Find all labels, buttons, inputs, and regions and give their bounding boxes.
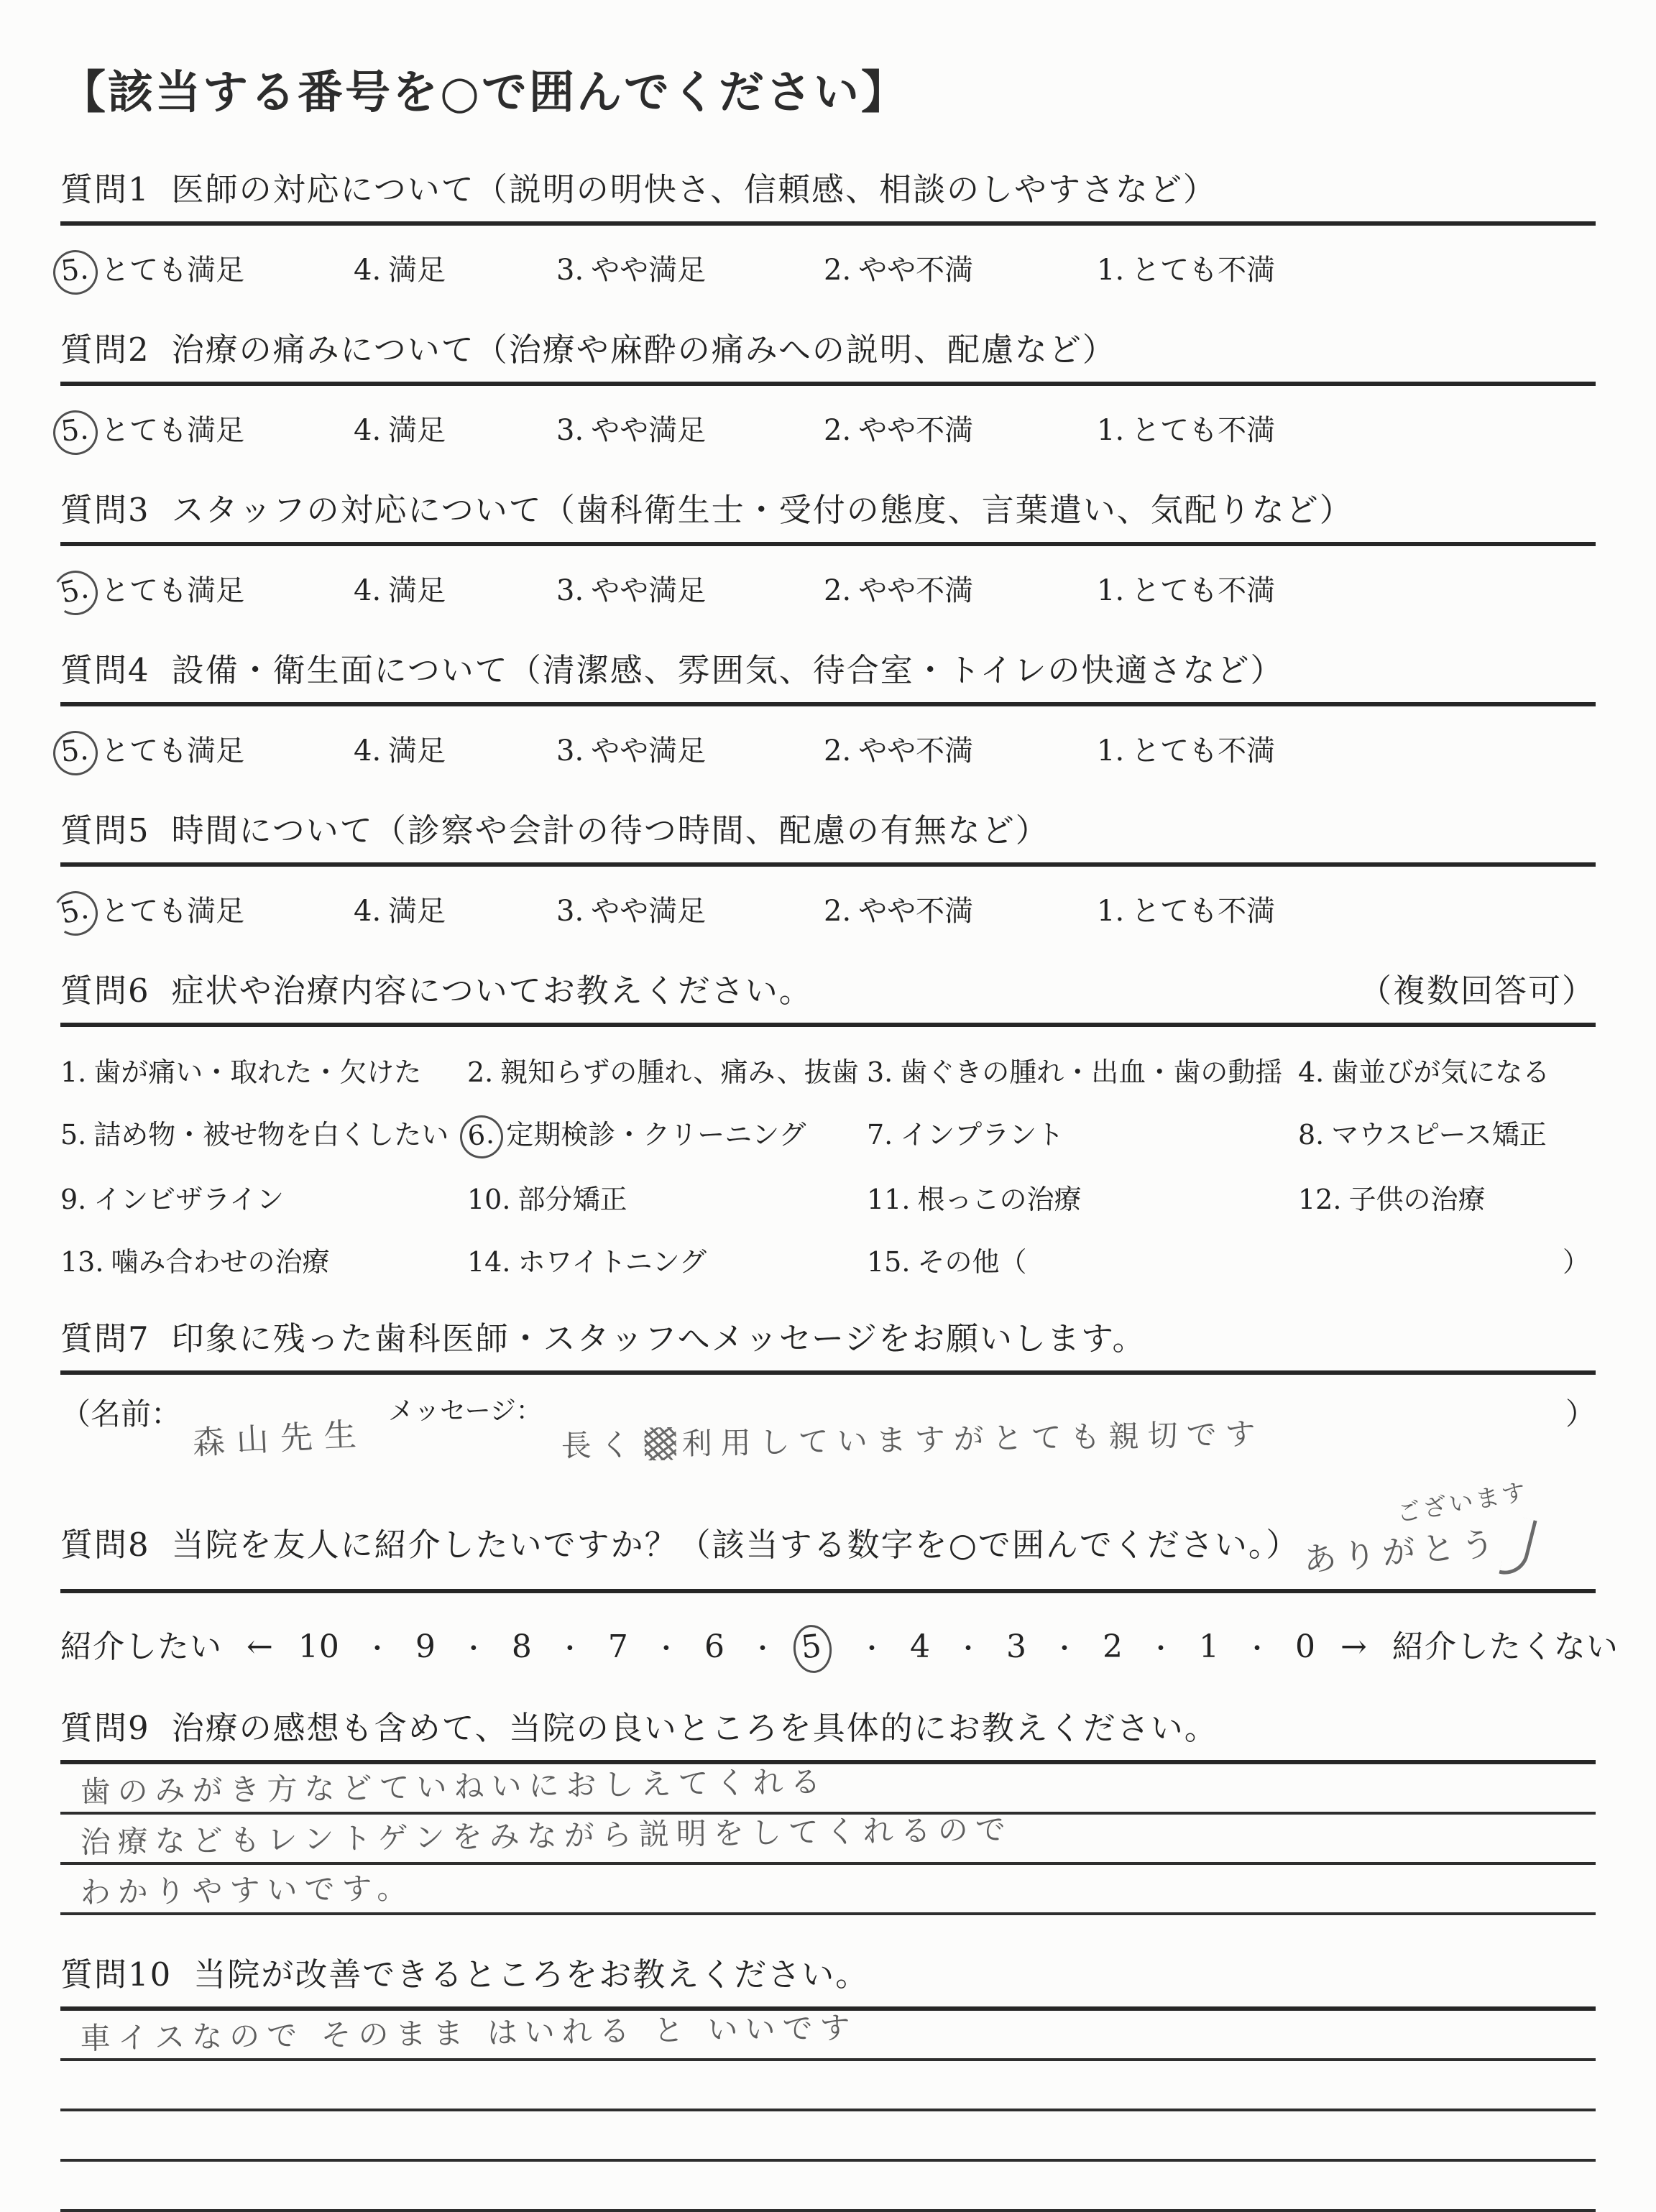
pen-circle-icon bbox=[51, 248, 100, 297]
symptom-option-3: 3. 歯ぐきの腫れ・出血・歯の動揺 bbox=[867, 1056, 1283, 1088]
scale-8: 8 bbox=[511, 1628, 533, 1665]
name-field-label: （名前： bbox=[60, 1396, 182, 1432]
question-7-answer-row bbox=[60, 1391, 1596, 1484]
pen-circle-icon: 5. bbox=[51, 729, 100, 778]
symptom-option-12: 12. 子供の治療 bbox=[1298, 1184, 1486, 1215]
question-10 bbox=[60, 1948, 1596, 2212]
option-label: とても満足 bbox=[101, 254, 245, 287]
option-very-satisfied: 5. とても満足 bbox=[60, 728, 354, 771]
option-satisfied: 4. 満足 bbox=[354, 254, 446, 287]
question-5-label: 質問5 bbox=[60, 811, 150, 849]
scale-5: 5 bbox=[799, 1627, 824, 1667]
symptom-option-7: 7. インプラント bbox=[867, 1119, 1064, 1151]
question-1-options bbox=[60, 247, 1596, 290]
option-very-dissatisfied: 1. とても不満 bbox=[1097, 734, 1276, 768]
question-7 bbox=[60, 1312, 1596, 1484]
question-4 bbox=[60, 644, 1596, 771]
question-1-label: 質問1 bbox=[60, 170, 150, 208]
option-somewhat-dissatisfied: 2. やや不満 bbox=[824, 895, 974, 928]
question-1-title: 医師の対応について（説明の明快さ、信頼感、相談のしやすさなど） bbox=[171, 170, 1217, 208]
question-2-label: 質問2 bbox=[60, 331, 150, 369]
scale-7: 7 bbox=[607, 1628, 629, 1665]
question-9-label: 質問9 bbox=[60, 1709, 150, 1747]
question-6-title: 症状や治療内容についてお教えください。 bbox=[171, 972, 813, 1010]
handwritten-answer: わかりやすいです。 bbox=[80, 1870, 415, 1911]
question-2-title: 治療の痛みについて（治療や麻酔の痛みへの説明、配慮など） bbox=[171, 331, 1116, 369]
answer-line-empty bbox=[60, 2111, 1596, 2162]
question-6 bbox=[60, 964, 1596, 1279]
answer-line-empty bbox=[60, 2162, 1596, 2212]
handwritten-answer: 治療などもレントゲンをみながら説明をしてくれるので bbox=[80, 1811, 1013, 1861]
scale-2: 2 bbox=[1103, 1628, 1123, 1665]
question-7-header bbox=[60, 1312, 1596, 1359]
handwritten-thanks: ありがとう ございます bbox=[1302, 1517, 1530, 1577]
answer-line-empty bbox=[60, 2061, 1596, 2111]
pen-circle-icon: 5. bbox=[48, 886, 102, 940]
divider bbox=[60, 702, 1596, 706]
handwritten-name: 森山先生 bbox=[191, 1414, 369, 1462]
option-somewhat-dissatisfied: 2. やや不満 bbox=[824, 414, 974, 447]
option-satisfied: 4. 満足 bbox=[354, 414, 446, 447]
multiple-answers-note: （複数回答可） bbox=[1358, 972, 1596, 1010]
option-very-satisfied: 5. とても満足 bbox=[60, 407, 354, 451]
question-3-header bbox=[60, 484, 1596, 530]
option-somewhat-satisfied: 3. やや満足 bbox=[556, 734, 707, 768]
question-1-header bbox=[60, 163, 1596, 210]
question-10-title: 当院が改善できるところをお教えください。 bbox=[193, 1955, 870, 1994]
symptom-option-6: 6. 定期検診・クリーニング bbox=[467, 1112, 867, 1154]
option-number: 5. bbox=[59, 252, 91, 288]
symptom-option-14: 14. ホワイトニング bbox=[467, 1246, 707, 1278]
close-paren: ） bbox=[1565, 1396, 1596, 1432]
question-6-label: 質問6 bbox=[60, 972, 150, 1010]
question-6-options bbox=[60, 1050, 1596, 1279]
question-6-header bbox=[60, 964, 1596, 1011]
message-field-label: メッセージ： bbox=[388, 1396, 542, 1426]
question-8 bbox=[60, 1477, 1619, 1669]
question-7-label: 質問7 bbox=[60, 1319, 150, 1358]
option-very-dissatisfied: 1. とても不満 bbox=[1097, 574, 1276, 607]
question-2-header bbox=[60, 323, 1596, 370]
question-9-title: 治療の感想も含めて、当院の良いところを具体的にお教えください。 bbox=[171, 1709, 1218, 1747]
symptom-option-11: 11. 根っこの治療 bbox=[867, 1184, 1082, 1215]
scale-3: 3 bbox=[1006, 1628, 1027, 1665]
recommend-scale: 紹介したい ← 10 ・ 9 ・ 8 ・ 7 ・ 6 ・ 5 ・ 4 ・ 3 ・ 2 ・ 1 ・ 0 → 紹介したくない bbox=[60, 1621, 1596, 1669]
question-8-label: 質問8 bbox=[60, 1526, 150, 1564]
option-somewhat-dissatisfied: 2. やや不満 bbox=[824, 254, 974, 287]
option-somewhat-dissatisfied: 2. やや不満 bbox=[824, 734, 974, 768]
scale-right-label: 紹介したくない bbox=[1392, 1628, 1619, 1665]
option-very-satisfied bbox=[60, 247, 354, 290]
symptom-option-5: 5. 詰め物・被せ物を白くしたい bbox=[60, 1119, 449, 1151]
option-somewhat-dissatisfied: 2. やや不満 bbox=[824, 574, 974, 607]
answer-line bbox=[60, 1865, 1596, 1915]
question-1 bbox=[60, 163, 1596, 290]
pen-circle-icon: 6. bbox=[458, 1113, 505, 1161]
right-arrow-icon: → bbox=[1340, 1628, 1368, 1665]
scale-left-label: 紹介したい bbox=[60, 1628, 222, 1665]
handwritten-message: 長く 利用していますがとても親切です bbox=[561, 1416, 1264, 1464]
option-very-dissatisfied: 1. とても不満 bbox=[1097, 895, 1276, 928]
divider bbox=[60, 1023, 1596, 1027]
answer-line bbox=[60, 2011, 1596, 2061]
divider bbox=[60, 221, 1596, 226]
symptom-option-13: 13. 噛み合わせの治療 bbox=[60, 1246, 330, 1278]
question-7-title: 印象に残った歯科医師・スタッフへメッセージをお願いします。 bbox=[171, 1319, 1146, 1358]
question-9 bbox=[60, 1702, 1596, 1915]
question-8-header bbox=[60, 1477, 1596, 1580]
pen-circle-icon: 5. bbox=[51, 408, 100, 457]
question-2-options bbox=[60, 407, 1596, 451]
answer-line bbox=[60, 1764, 1596, 1815]
option-very-satisfied: 5. とても満足 bbox=[60, 888, 354, 931]
scale-4: 4 bbox=[909, 1628, 931, 1665]
option-satisfied: 4. 満足 bbox=[354, 574, 446, 607]
symptom-option-1: 1. 歯が痛い・取れた・欠けた bbox=[60, 1056, 422, 1088]
option-very-dissatisfied: 1. とても不満 bbox=[1097, 254, 1276, 287]
pen-stroke-icon bbox=[1499, 1515, 1537, 1580]
symptom-option-4: 4. 歯並びが気になる bbox=[1298, 1056, 1550, 1088]
scale-9: 9 bbox=[415, 1628, 436, 1665]
option-very-satisfied: 5. とても満足 bbox=[60, 568, 354, 611]
question-10-label: 質問10 bbox=[60, 1955, 172, 1994]
question-4-header bbox=[60, 644, 1596, 691]
symptom-option-8: 8. マウスピース矯正 bbox=[1298, 1119, 1547, 1151]
option-somewhat-satisfied: 3. やや満足 bbox=[556, 574, 707, 607]
question-8-title: 当院を友人に紹介したいですか？（該当する数字を○で囲んでください。） bbox=[171, 1526, 1300, 1564]
page-title: 【該当する番号を○で囲んでください】 bbox=[60, 65, 908, 119]
option-very-dissatisfied: 1. とても不満 bbox=[1097, 414, 1276, 447]
question-5-options bbox=[57, 888, 1596, 931]
divider bbox=[60, 1589, 1596, 1593]
symptom-option-2: 2. 親知らずの腫れ、痛み、抜歯 bbox=[467, 1056, 859, 1088]
handwritten-answer: 車イスなので そのまま はいれる と いいです bbox=[80, 2009, 857, 2057]
pen-circle-icon: 5. bbox=[48, 566, 102, 619]
question-5-header bbox=[60, 804, 1596, 851]
question-9-header bbox=[60, 1702, 1596, 1748]
symptom-option-15: 15. その他（ bbox=[867, 1246, 1027, 1278]
option-somewhat-satisfied: 3. やや満足 bbox=[556, 254, 707, 287]
divider bbox=[60, 1370, 1596, 1375]
option-satisfied: 4. 満足 bbox=[354, 734, 446, 768]
scale-6: 6 bbox=[704, 1628, 725, 1665]
question-4-label: 質問4 bbox=[60, 651, 150, 689]
answer-line bbox=[60, 1811, 1596, 1865]
scribbled-out-character bbox=[644, 1427, 676, 1461]
question-3 bbox=[57, 484, 1596, 611]
other-close-paren: ） bbox=[1562, 1246, 1590, 1278]
question-4-title: 設備・衛生面について（清潔感、雰囲気、待合室・トイレの快適さなど） bbox=[171, 651, 1284, 689]
question-10-header bbox=[60, 1948, 1596, 1995]
question-3-title: スタッフの対応について（歯科衛生士・受付の態度、言葉遣い、気配りなど） bbox=[171, 491, 1353, 529]
symptom-option-10: 10. 部分矯正 bbox=[467, 1184, 627, 1215]
symptom-option-9: 9. インビザライン bbox=[60, 1184, 285, 1215]
left-arrow-icon: ← bbox=[247, 1628, 274, 1665]
question-3-options bbox=[57, 568, 1596, 611]
scale-0: 0 bbox=[1295, 1628, 1317, 1665]
option-somewhat-satisfied: 3. やや満足 bbox=[556, 414, 707, 447]
scale-10: 10 bbox=[298, 1628, 340, 1665]
divider bbox=[60, 382, 1596, 386]
pen-circle-icon bbox=[791, 1623, 834, 1674]
divider bbox=[60, 862, 1596, 867]
option-satisfied: 4. 満足 bbox=[354, 895, 446, 928]
option-somewhat-satisfied: 3. やや満足 bbox=[556, 895, 707, 928]
divider bbox=[60, 542, 1596, 546]
handwritten-answer: 歯のみがき方などていねいにおしえてくれる bbox=[80, 1764, 828, 1810]
question-4-options bbox=[60, 728, 1596, 771]
question-5 bbox=[57, 804, 1596, 931]
question-2 bbox=[60, 323, 1596, 451]
question-3-label: 質問3 bbox=[60, 491, 150, 529]
scale-1: 1 bbox=[1199, 1628, 1220, 1665]
question-5-title: 時間について（診察や会計の待つ時間、配慮の有無など） bbox=[171, 811, 1049, 849]
